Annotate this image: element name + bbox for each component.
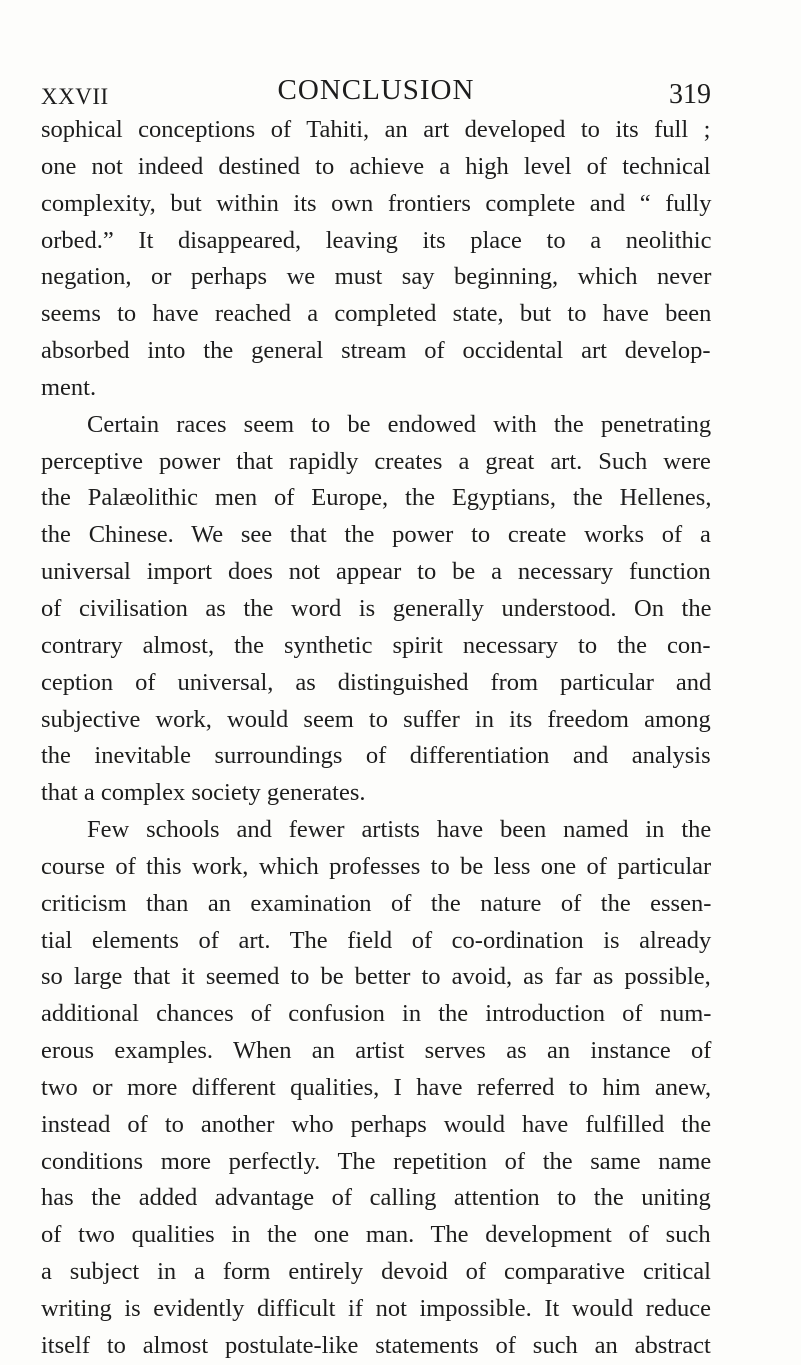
body-text (41, 112, 711, 1365)
text-line: seems to have reached a completed state, but to have been (41, 300, 712, 328)
text-line: tial elements of art. The field of co-ordination is already (41, 926, 712, 954)
text-line: perceptive power that rapidly creates a great art. Such were (41, 447, 711, 475)
text-line: conditions more perfectly. The repetition of the same name (41, 1147, 712, 1175)
chapter-number: XXVII (41, 84, 109, 109)
text-line: complexity, but within its own frontiers complete and “ fully (41, 189, 712, 217)
text-line: absorbed into the general stream of occidental art develop- (41, 337, 711, 365)
text-line: two or more different qualities, I have referred to him anew, (41, 1073, 712, 1101)
text-line: additional chances of confusion in the introduction of num- (41, 1000, 712, 1028)
paragraph-first-line: Certain races seem to be endowed with the penetrating (87, 410, 712, 438)
text-line: sophical conceptions of Tahiti, an art developed to its full ; (41, 116, 711, 143)
text-line: a subject in a form entirely devoid of comparative critical (41, 1258, 711, 1286)
text-line: subjective work, would seem to suffer in its freedom among (41, 705, 711, 733)
text-line: itself to almost postulate-like statements of such an abstract (41, 1331, 711, 1359)
text-line: instead of to another who perhaps would have fulfilled the (41, 1110, 712, 1138)
chapter-title: CONCLUSION (277, 74, 475, 106)
text-line: of civilisation as the word is generally understood. On the (41, 594, 712, 622)
text-line: ment. (41, 373, 97, 401)
text-line: so large that it seemed to be better to avoid, as far as possible, (41, 963, 711, 991)
text-line: writing is evidently difficult if not impossible. It would reduce (41, 1295, 711, 1322)
text-line: that a complex society generates. (41, 779, 366, 807)
text-line: contrary almost, the synthetic spirit necessary to the con- (41, 631, 711, 659)
text-line: universal import does not appear to be a necessary function (41, 558, 711, 586)
text-line: ception of universal, as distinguished from particular and (41, 668, 712, 696)
text-line: negation, or perhaps we must say beginning, which never (41, 263, 712, 291)
text-line: the Palæolithic men of Europe, the Egyptians, the Hellenes, (41, 484, 712, 512)
paragraph-first-line: Few schools and fewer artists have been named in the (87, 816, 712, 844)
text-line: the inevitable surroundings of differentiation and analysis (41, 742, 711, 770)
text-line: the Chinese. We see that the power to create works of a (41, 521, 711, 549)
running-head (41, 74, 711, 114)
text-line: erous examples. When an artist serves as an instance of (41, 1037, 712, 1065)
page-number: 319 (669, 79, 711, 110)
text-line: one not indeed destined to achieve a high level of technical (41, 152, 711, 180)
text-line: criticism than an examination of the nature of the essen- (41, 889, 712, 917)
text-line: of two qualities in the one man. The development of such (41, 1221, 711, 1249)
text-line: orbed.” It disappeared, leaving its place to a neolithic (41, 226, 712, 254)
text-line: has the added advantage of calling attention to the uniting (41, 1184, 711, 1212)
text-line: course of this work, which professes to be less one of particular (41, 852, 712, 880)
